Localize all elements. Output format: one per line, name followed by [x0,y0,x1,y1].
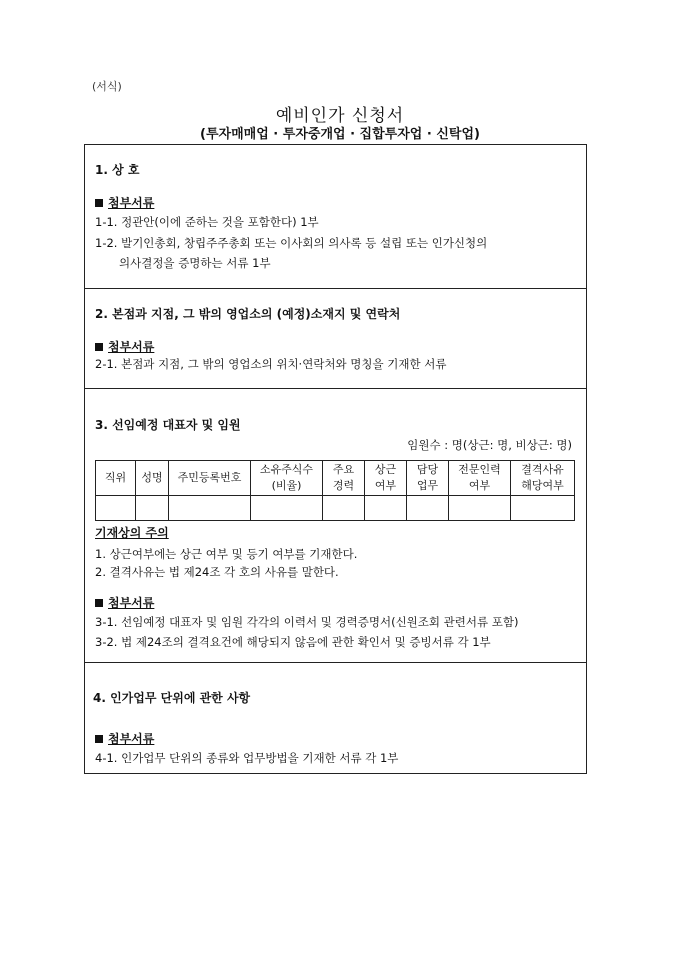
col-header-resident-number: 주민등록번호 [169,461,251,496]
col-header-fulltime: 상근 여부 [365,461,407,496]
section-2-heading: 2. 본점과 지점, 그 밖의 영업소의 (예정)소재지 및 연락처 [95,307,401,321]
table-cell[interactable] [407,496,449,521]
table-cell[interactable] [511,496,575,521]
section-divider [85,662,586,663]
square-bullet-icon [95,599,103,607]
document-title: 예비인가 신청서 [275,106,405,126]
section-2-attachments-label: 첨부서류 [95,340,154,354]
table-header-row [96,461,575,496]
section-divider [85,388,586,389]
section-3-heading: 3. 선임예정 대표자 및 임원 [95,418,241,432]
table-cell[interactable] [449,496,511,521]
form-label: (서식) [92,80,122,93]
table-cell[interactable] [96,496,136,521]
section-2-item: 2-1. 본점과 지점, 그 밖의 영업소의 위치·연락처와 명칭을 기재한 서류 [95,357,447,371]
table-cell[interactable] [169,496,251,521]
section-3-attachments-label: 첨부서류 [95,596,154,610]
col-header-professional: 전문인력 여부 [449,461,511,496]
table-row [96,496,575,521]
table-cell[interactable] [251,496,323,521]
col-header-name: 성명 [136,461,169,496]
section-1-item-continued: 의사결정을 증명하는 서류 1부 [119,256,271,270]
table-cell[interactable] [365,496,407,521]
col-header-duty: 담당 업무 [407,461,449,496]
executive-table [95,460,575,521]
application-form-frame [84,144,587,774]
notes-title: 기재상의 주의 [95,526,169,540]
section-3-item: 3-1. 선임예정 대표자 및 임원 각각의 이력서 및 경력증명서(신원조회 관련서류 포함) [95,615,519,629]
section-1-heading: 1. 상 호 [95,163,140,177]
note-item: 2. 결격사유는 법 제24조 각 호의 사유를 말한다. [95,565,339,579]
col-header-shares: 소유주식수 (비율) [251,461,323,496]
table-cell[interactable] [323,496,365,521]
section-1-attachments-label: 첨부서류 [95,196,154,210]
table-cell[interactable] [136,496,169,521]
square-bullet-icon [95,735,103,743]
col-header-position: 직위 [96,461,136,496]
section-4-heading: 4. 인가업무 단위에 관한 사항 [93,691,251,705]
document-subtitle: (투자매매업 · 투자중개업 · 집합투자업 · 신탁업) [200,127,480,142]
square-bullet-icon [95,343,103,351]
section-4-item: 4-1. 인가업무 단위의 종류와 업무방법을 기재한 서류 각 1부 [95,751,399,765]
col-header-career: 주요 경력 [323,461,365,496]
section-1-item: 1-1. 정관안(이에 준하는 것을 포함한다) 1부 [95,215,319,229]
note-item: 1. 상근여부에는 상근 여부 및 등기 여부를 기재한다. [95,547,358,561]
staff-count-line: 임원수 : 명(상근: 명, 비상근: 명) [407,438,572,452]
section-4-attachments-label: 첨부서류 [95,732,154,746]
col-header-disqualification: 결격사유 해당여부 [511,461,575,496]
square-bullet-icon [95,199,103,207]
section-3-item: 3-2. 법 제24조의 결격요건에 해당되지 않음에 관한 확인서 및 증빙서류 각 1부 [95,635,491,649]
section-1-item: 1-2. 발기인총회, 창립주주총회 또는 이사회의 의사록 등 설립 또는 인가신청의 [95,236,488,250]
section-divider [85,288,586,289]
